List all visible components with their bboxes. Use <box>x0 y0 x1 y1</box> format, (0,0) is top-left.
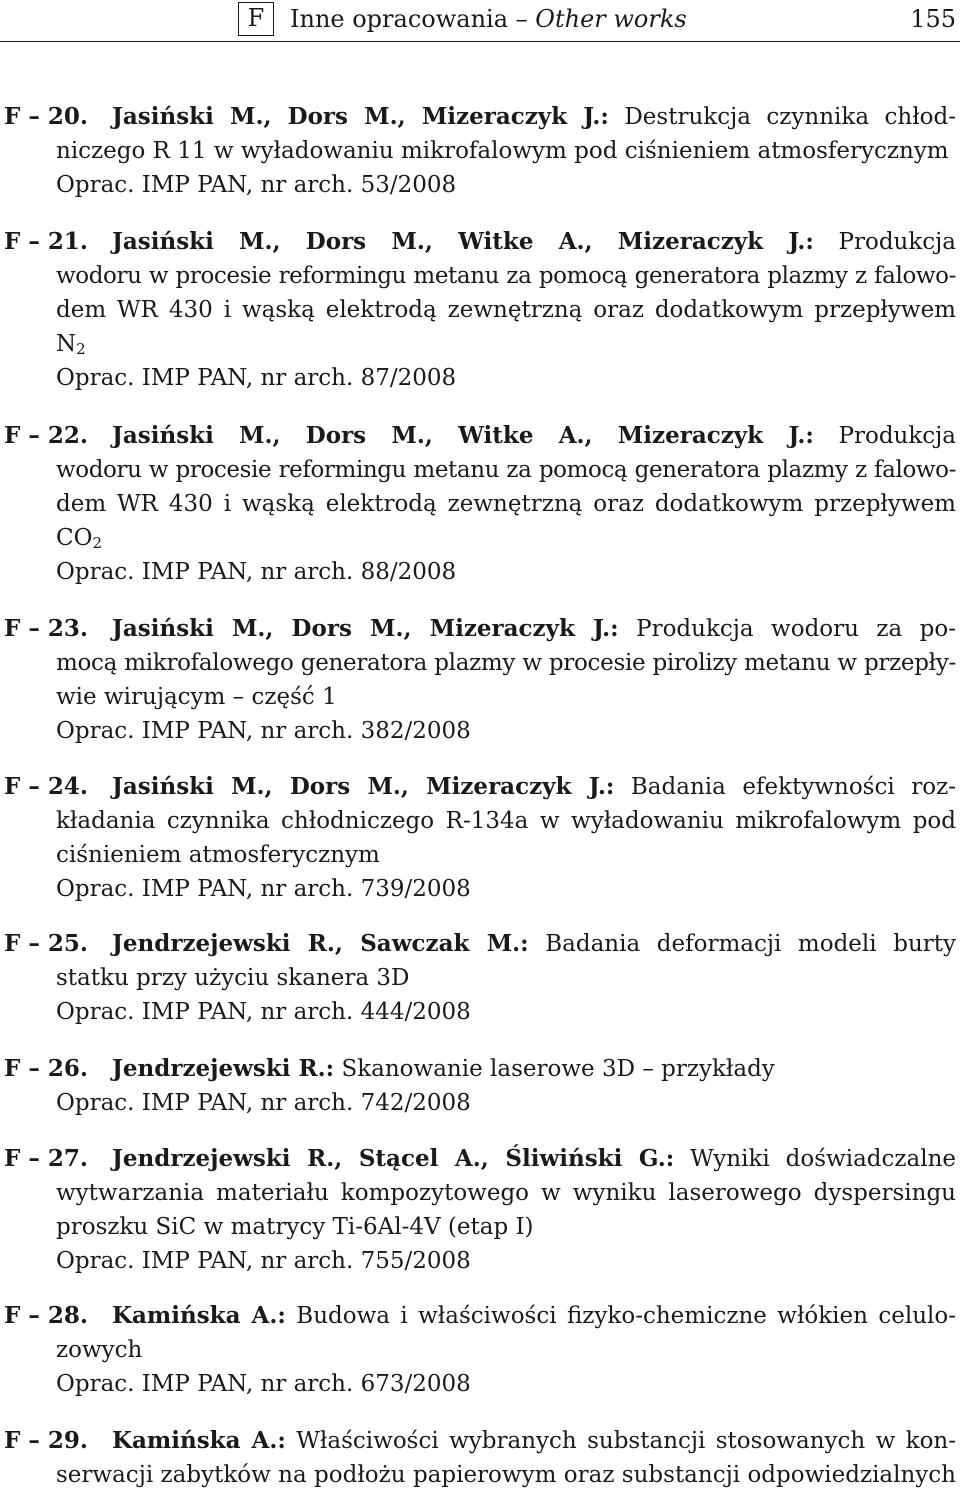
entry-label: F – 28. <box>4 1302 88 1329</box>
entry-authors: Jasiński M., Dors M., Mizeraczyk J.: <box>112 773 615 800</box>
entry-title-line: wodoru w procesie reformingu metanu za pomocą generatora plazmy z falowo- <box>56 263 956 289</box>
entry-f29 <box>0 1424 960 1492</box>
entry-label: F – 22. <box>4 422 88 449</box>
entry-title-part: Budowa i właściwości fizyko-chemiczne włókien celulo- <box>296 1303 956 1329</box>
section-letter-box: F <box>238 2 274 36</box>
entry-f25 <box>0 927 960 1029</box>
title-polish: Inne opracowania <box>290 5 509 33</box>
entry-authors: Kamińska A.: <box>112 1427 286 1454</box>
entry-archive-ref: Oprac. IMP PAN, nr arch. 742/2008 <box>56 1090 471 1116</box>
entry-archive-ref: Oprac. IMP PAN, nr arch. 755/2008 <box>56 1248 471 1274</box>
entry-authors: Jasiński M., Dors M., Witke A., Mizeraczyk J.: <box>112 422 814 449</box>
title-dash: – <box>515 5 528 33</box>
entry-title-part: Badania efektywności roz- <box>630 774 957 800</box>
formula-symbol: N <box>56 331 77 357</box>
entry-f20 <box>0 100 960 202</box>
entry-archive-ref: Oprac. IMP PAN, nr arch. 673/2008 <box>56 1371 471 1397</box>
entry-first-line <box>112 612 956 646</box>
entry-title-part: Właściwości wybranych substancji stosowanych w kon- <box>296 1428 957 1454</box>
entry-f28 <box>0 1299 960 1401</box>
title-english: Other works <box>535 5 687 33</box>
entry-first-line <box>112 1424 956 1458</box>
entry-title-part: Badania deformacji modeli burty <box>545 931 956 957</box>
entry-authors: Jendrzejewski R.: <box>112 1055 335 1082</box>
entry-authors: Jasiński M., Dors M., Mizeraczyk J.: <box>112 615 619 642</box>
entry-title-line: niczego R 11 w wyładowaniu mikrofalowym pod ciśnieniem atmosferycznym <box>56 138 949 164</box>
formula-symbol: CO <box>56 525 93 551</box>
entry-title-line: wodoru w procesie reformingu metanu za pomocą generatora plazmy z falowo- <box>56 457 956 483</box>
entry-title-line: wie wirującym – część 1 <box>56 684 337 710</box>
page-number: 155 <box>910 5 956 33</box>
entry-authors: Jasiński M., Dors M., Mizeraczyk J.: <box>112 103 609 130</box>
entry-label: F – 26. <box>4 1055 88 1082</box>
entry-title-part: Skanowanie laserowe 3D – przykłady <box>341 1056 775 1082</box>
entry-authors: Jendrzejewski R., Sawczak M.: <box>112 930 529 957</box>
entry-title-part: Produkcja <box>838 229 957 255</box>
entry-authors: Kamińska A.: <box>112 1302 286 1329</box>
entry-first-line <box>112 1052 956 1086</box>
entry-archive-ref: Oprac. IMP PAN, nr arch. 382/2008 <box>56 718 471 744</box>
entry-title-line: mocą mikrofalowego generatora plazmy w procesie pirolizy metanu w przepły- <box>56 650 956 676</box>
entry-label: F – 20. <box>4 103 88 130</box>
entry-archive-ref: Oprac. IMP PAN, nr arch. 87/2008 <box>56 365 457 391</box>
entry-f26 <box>0 1052 960 1120</box>
entry-authors: Jendrzejewski R., Stącel A., Śliwiński G.: <box>112 1145 675 1172</box>
header-rule <box>0 41 960 42</box>
entry-title-part: Produkcja wodoru za po- <box>636 616 956 642</box>
entry-first-line <box>112 225 956 259</box>
formula-subscript: 2 <box>92 534 103 552</box>
entry-title-line: statku przy użyciu skanera 3D <box>56 965 410 991</box>
entry-first-line <box>112 100 956 134</box>
entry-label: F – 25. <box>4 930 88 957</box>
entry-archive-ref: Oprac. IMP PAN, nr arch. 53/2008 <box>56 172 457 198</box>
entry-first-line <box>112 1299 956 1333</box>
entry-archive-ref: Oprac. IMP PAN, nr arch. 88/2008 <box>56 559 457 585</box>
entry-label: F – 24. <box>4 773 88 800</box>
entry-label: F – 21. <box>4 228 88 255</box>
entry-first-line <box>112 419 956 453</box>
entry-title-line: ciśnieniem atmosferycznym <box>56 842 380 868</box>
entry-title-line: wytwarzania materiału kompozytowego w wyniku laserowego dyspersingu <box>56 1180 956 1206</box>
formula-subscript: 2 <box>76 340 86 358</box>
entry-label: F – 29. <box>4 1427 88 1454</box>
running-title <box>290 4 687 34</box>
entry-title-part: Destrukcja czynnika chłod- <box>624 104 957 130</box>
entry-first-line <box>112 927 956 961</box>
entry-f23 <box>0 612 960 748</box>
entry-title-line: serwacji zabytków na podłożu papierowym oraz substancji odpowiedzialnych <box>56 1462 956 1488</box>
entry-f24 <box>0 770 960 906</box>
entry-first-line <box>112 770 956 804</box>
entry-title-line: proszku SiC w matrycy Ti-6Al-4V (etap I) <box>56 1214 534 1240</box>
entry-title-line: zowych <box>56 1337 143 1363</box>
running-header <box>0 0 960 42</box>
entry-label: F – 23. <box>4 615 88 642</box>
entry-archive-ref: Oprac. IMP PAN, nr arch. 739/2008 <box>56 876 471 902</box>
entry-archive-ref: Oprac. IMP PAN, nr arch. 444/2008 <box>56 999 471 1025</box>
entry-authors: Jasiński M., Dors M., Witke A., Mizeraczyk J.: <box>112 228 814 255</box>
entry-title-line: dem WR 430 i wąską elektrodą zewnętrzną oraz dodatkowym przepływem <box>56 297 956 323</box>
entry-title-part: Produkcja <box>838 423 957 449</box>
entry-title-line: kładania czynnika chłodniczego R-134a w wyładowaniu mikrofalowym pod <box>56 808 956 834</box>
entry-label: F – 27. <box>4 1145 88 1172</box>
entry-first-line <box>112 1142 956 1176</box>
entry-f27 <box>0 1142 960 1278</box>
entry-title-part: Wyniki doświadczalne <box>690 1146 957 1172</box>
entry-f22 <box>0 419 960 589</box>
entry-f21 <box>0 225 960 395</box>
entry-title-line: dem WR 430 i wąską elektrodą zewnętrzną oraz dodatkowym przepływem <box>56 491 956 517</box>
